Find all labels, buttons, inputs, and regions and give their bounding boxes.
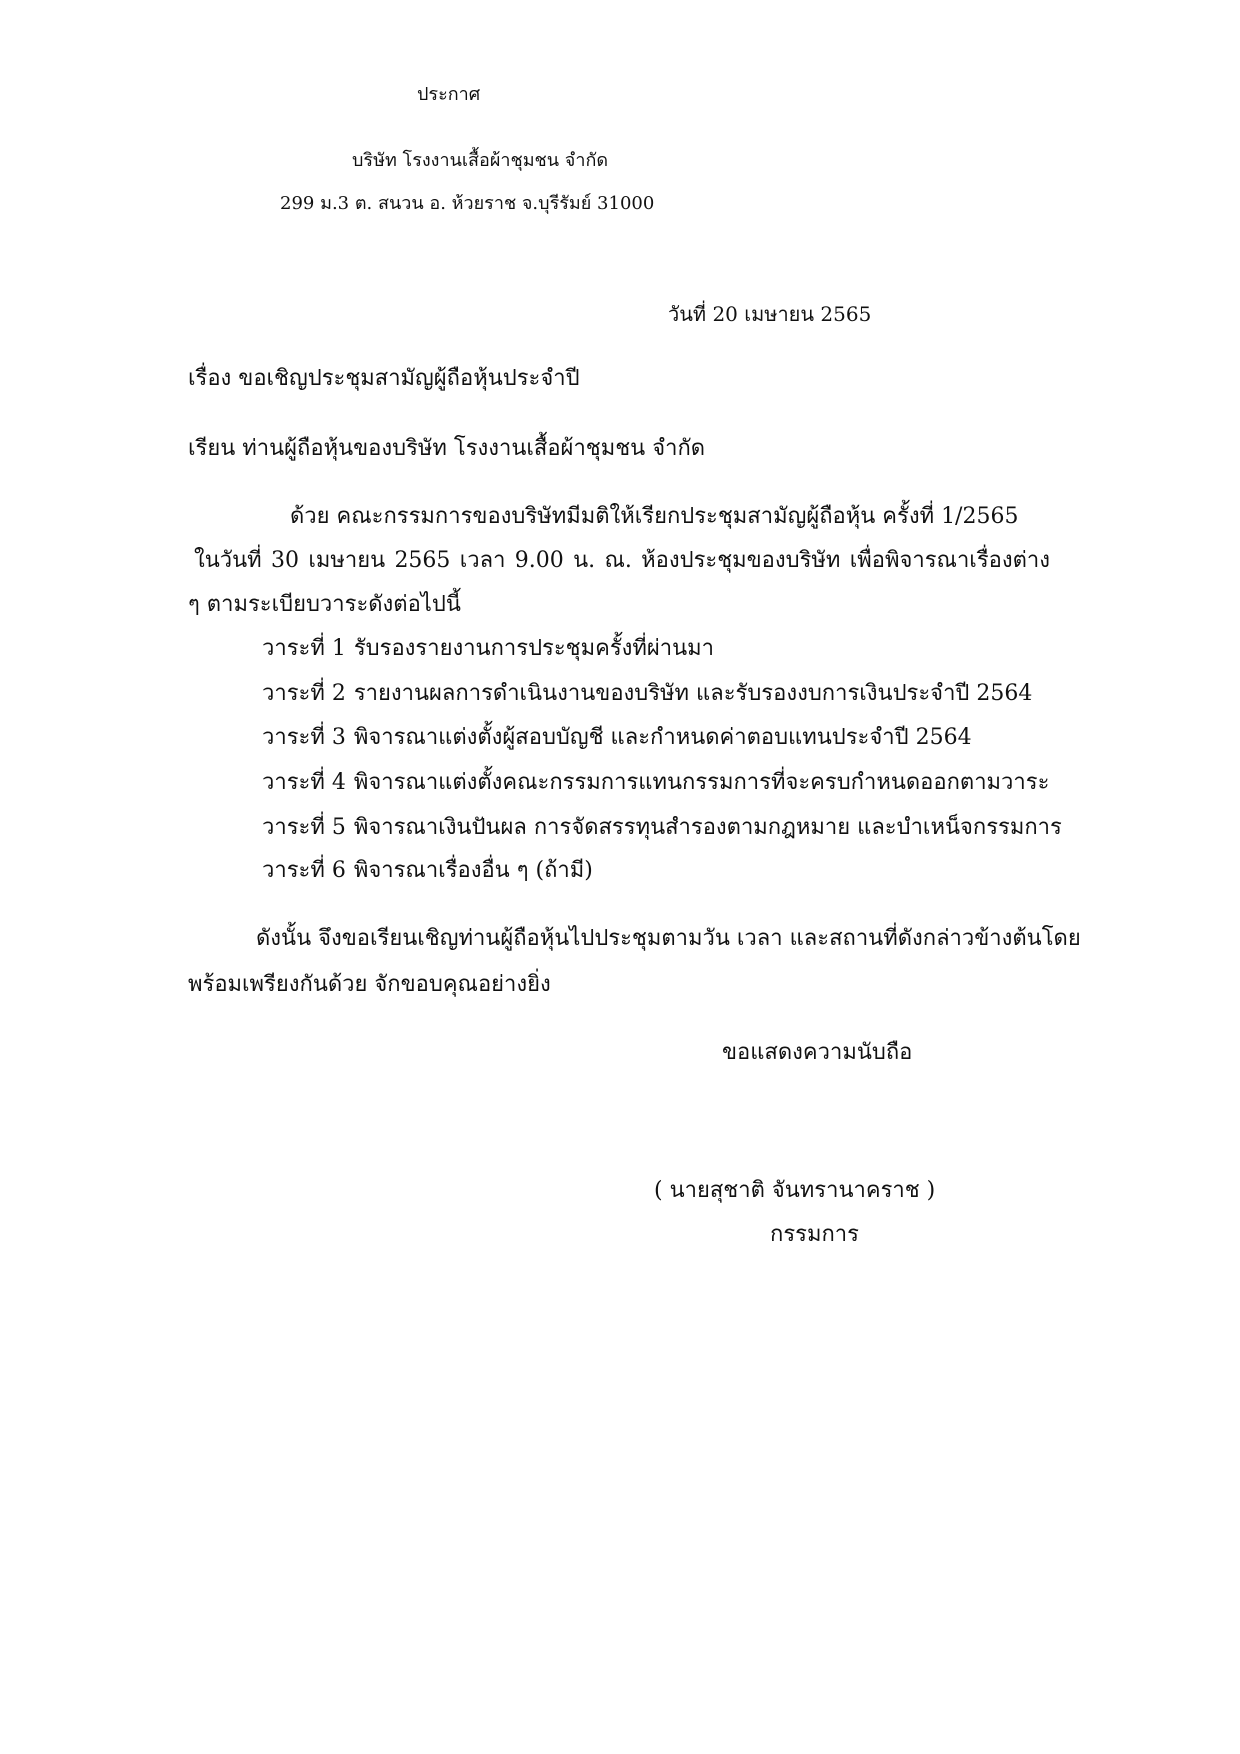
intro-word: 9.00: [514, 548, 564, 573]
intro-word: ห้องประชุมของบริษัท: [641, 548, 841, 573]
agenda-item: [262, 681, 1032, 707]
agenda-text: พิจารณาแต่งตั้งคณะกรรมการแทนกรรมการที่จะครบกำหนดออกตามวาระ: [353, 770, 1050, 795]
intro-word: 30: [271, 548, 299, 573]
agenda-text: พิจารณาเงินปันผล การจัดสรรทุนสำรองตามกฎหมาย และบำเหน็จกรรมการ: [353, 815, 1062, 840]
intro-line-1: ด้วย คณะกรรมการของบริษัทมีมติให้เรียกประชุมสามัญผู้ถือหุ้น ครั้งที่ 1/2565: [290, 504, 1019, 529]
intro-word: 2565: [394, 548, 451, 573]
letter-date: วันที่ 20 เมษายน 2565: [668, 302, 872, 326]
agenda-item: [262, 770, 1049, 796]
signer-name: ( นายสุชาติ จันทรานาคราช ): [654, 1178, 936, 1203]
agenda-label: วาระที่ 1: [262, 636, 346, 661]
agenda-item: [262, 858, 593, 884]
agenda-text: รายงานผลการดำเนินงานของบริษัท และรับรองงบการเงินประจำปี 2564: [353, 681, 1033, 706]
announcement-heading: ประกาศ: [417, 84, 481, 105]
agenda-label: วาระที่ 4: [262, 770, 346, 795]
agenda-text: พิจารณาแต่งตั้งผู้สอบบัญชี และกำหนดค่าตอบแทนประจำปี 2564: [353, 725, 972, 750]
agenda-label: วาระที่ 5: [262, 815, 346, 840]
closing-line-1: ดังนั้น จึงขอเรียนเชิญท่านผู้ถือหุ้นไปประชุมตามวัน เวลา และสถานที่ดังกล่าวข้างต้นโดย: [256, 926, 1081, 951]
agenda-label: วาระที่ 6: [262, 858, 346, 883]
company-name: บริษัท โรงงานเสื้อผ้าชุมชน จำกัด: [352, 150, 609, 171]
agenda-text: รับรองรายงานการประชุมครั้งที่ผ่านมา: [353, 636, 715, 661]
agenda-label: วาระที่ 3: [262, 725, 346, 750]
closing-line-2: พร้อมเพรียงกันด้วย จักขอบคุณอย่างยิ่ง: [188, 972, 551, 997]
agenda-label: วาระที่ 2: [262, 681, 346, 706]
intro-word: เวลา: [459, 548, 506, 573]
agenda-item: [262, 815, 1062, 841]
intro-word: น.: [573, 548, 596, 573]
intro-word: เพื่อพิจารณาเรื่องต่าง: [849, 548, 1050, 573]
letter-subject: เรื่อง ขอเชิญประชุมสามัญผู้ถือหุ้นประจำปี: [188, 366, 580, 391]
signer-position: กรรมการ: [770, 1222, 859, 1247]
agenda-item: [262, 725, 972, 751]
agenda-item: [262, 636, 714, 662]
company-address: 299 ม.3 ต. สนวน อ. ห้วยราช จ.บุรีรัมย์ 31000: [280, 193, 655, 214]
sign-off: ขอแสดงความนับถือ: [722, 1040, 913, 1065]
intro-line-3: ๆ ตามระเบียบวาระดังต่อไปนี้: [188, 592, 461, 617]
intro-word: เมษายน: [308, 548, 386, 573]
intro-line-2: [194, 548, 1050, 574]
agenda-text: พิจารณาเรื่องอื่น ๆ (ถ้ามี): [353, 858, 593, 883]
intro-word: ในวันที่: [194, 548, 262, 573]
intro-word: ณ.: [604, 548, 632, 573]
letter-recipient: เรียน ท่านผู้ถือหุ้นของบริษัท โรงงานเสื้อผ้าชุมชน จำกัด: [188, 436, 706, 461]
